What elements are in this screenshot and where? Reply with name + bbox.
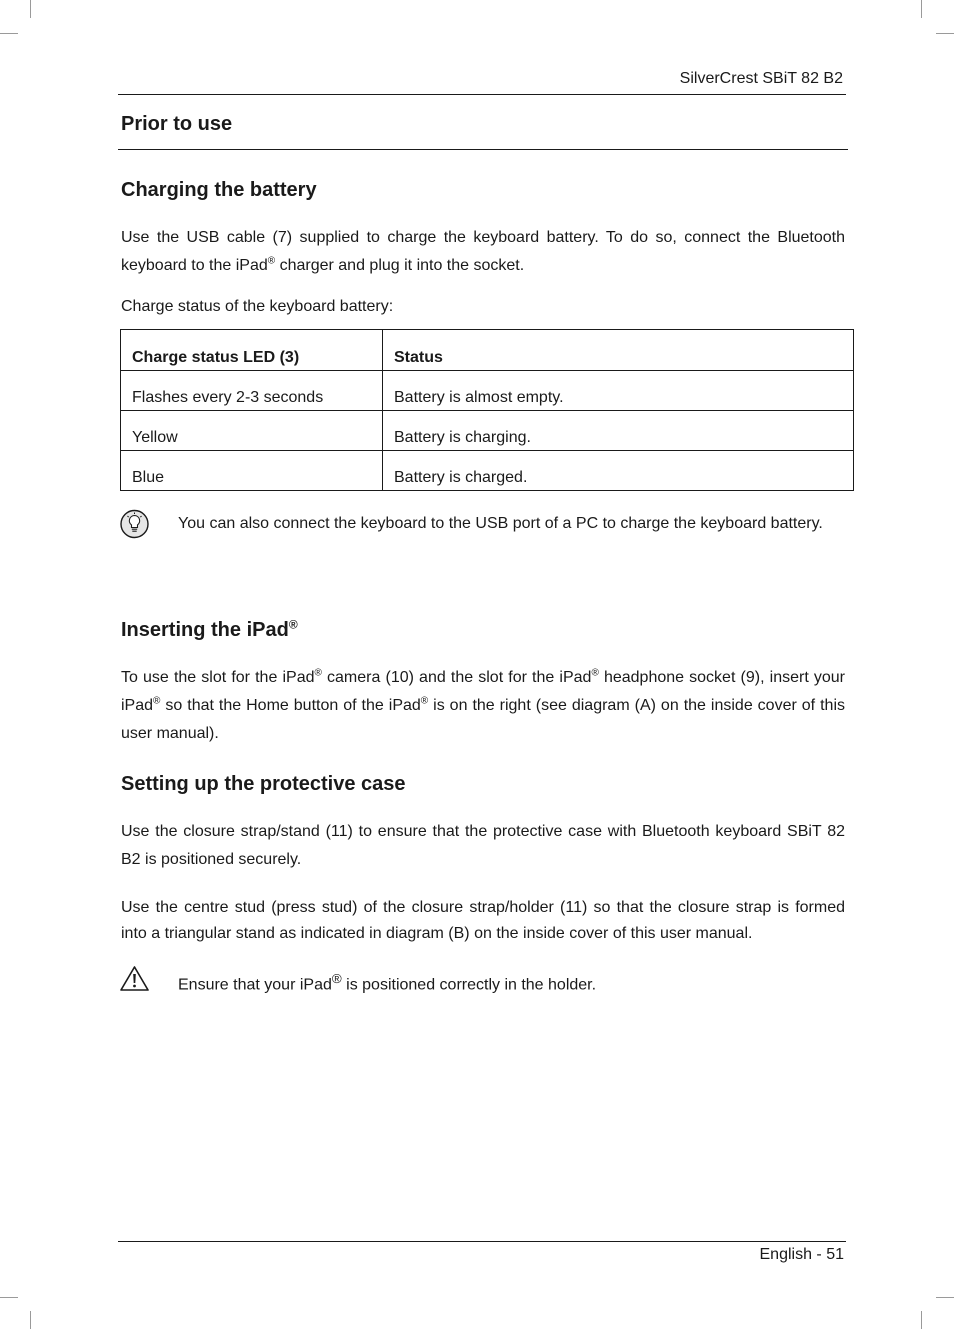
crop-mark — [0, 33, 18, 34]
table-row — [121, 371, 854, 411]
footer-rule — [118, 1241, 846, 1242]
crop-mark — [30, 0, 31, 18]
charging-heading: Charging the battery — [121, 179, 317, 201]
table-cell: Battery is charging. — [383, 411, 854, 451]
inserting-paragraph: To use the slot for the iPad® camera (10) and the slot for the iPad® headphone socket (9), insert your iPad® so that the Home button of the iPad® is on the right (see diagram (A) on the inside cover of this user manual). — [121, 667, 846, 742]
lightbulb-icon — [119, 509, 150, 539]
crop-mark — [936, 1297, 954, 1298]
warning-text: Ensure that your iPad® is positioned correctly in the holder. — [178, 971, 597, 994]
table-cell: Yellow — [121, 411, 383, 451]
charge-status-table — [120, 329, 854, 491]
crop-mark — [30, 1311, 31, 1329]
table-cell: Battery is almost empty. — [383, 371, 854, 411]
case-heading: Setting up the protective case — [121, 773, 406, 795]
case-paragraph-1: Use the closure strap/stand (11) to ensure that the protective case with Bluetooth keyboard SBiT 82 B2 is positioned securely. — [121, 823, 845, 868]
running-header: SilverCrest SBiT 82 B2 — [679, 70, 843, 87]
case-paragraph-2: Use the centre stud (press stud) of the closure strap/holder (11) so that the closure strap is formed into a triangular stand as indicated in diagram (B) on the inside cover of this user manual. — [121, 899, 845, 942]
crop-mark — [921, 1311, 922, 1329]
charge-status-intro: Charge status of the keyboard battery: — [121, 298, 394, 315]
page-number: English - 51 — [759, 1246, 844, 1263]
table-cell: Blue — [121, 451, 383, 491]
section-rule — [118, 149, 848, 150]
charging-paragraph: Use the USB cable (7) supplied to charge the keyboard battery. To do so, connect the Bluetooth keyboard to the iPad® charger and plug it into the socket. — [121, 229, 845, 274]
table-header-status: Status — [383, 330, 854, 371]
inserting-heading: Inserting the iPad® — [121, 617, 298, 641]
crop-mark — [921, 0, 922, 18]
table-header-row — [121, 330, 854, 371]
table-cell: Battery is charged. — [383, 451, 854, 491]
table-row — [121, 451, 854, 491]
table-cell: Flashes every 2-3 seconds — [121, 371, 383, 411]
table-header-led: Charge status LED (3) — [121, 330, 383, 371]
table-row — [121, 411, 854, 451]
warning-triangle-icon — [119, 965, 150, 992]
crop-mark — [0, 1297, 18, 1298]
section-title: Prior to use — [121, 113, 233, 135]
header-rule — [118, 94, 846, 95]
tip-text: You can also connect the keyboard to the USB port of a PC to charge the keyboard battery. — [178, 515, 823, 532]
crop-mark — [936, 33, 954, 34]
